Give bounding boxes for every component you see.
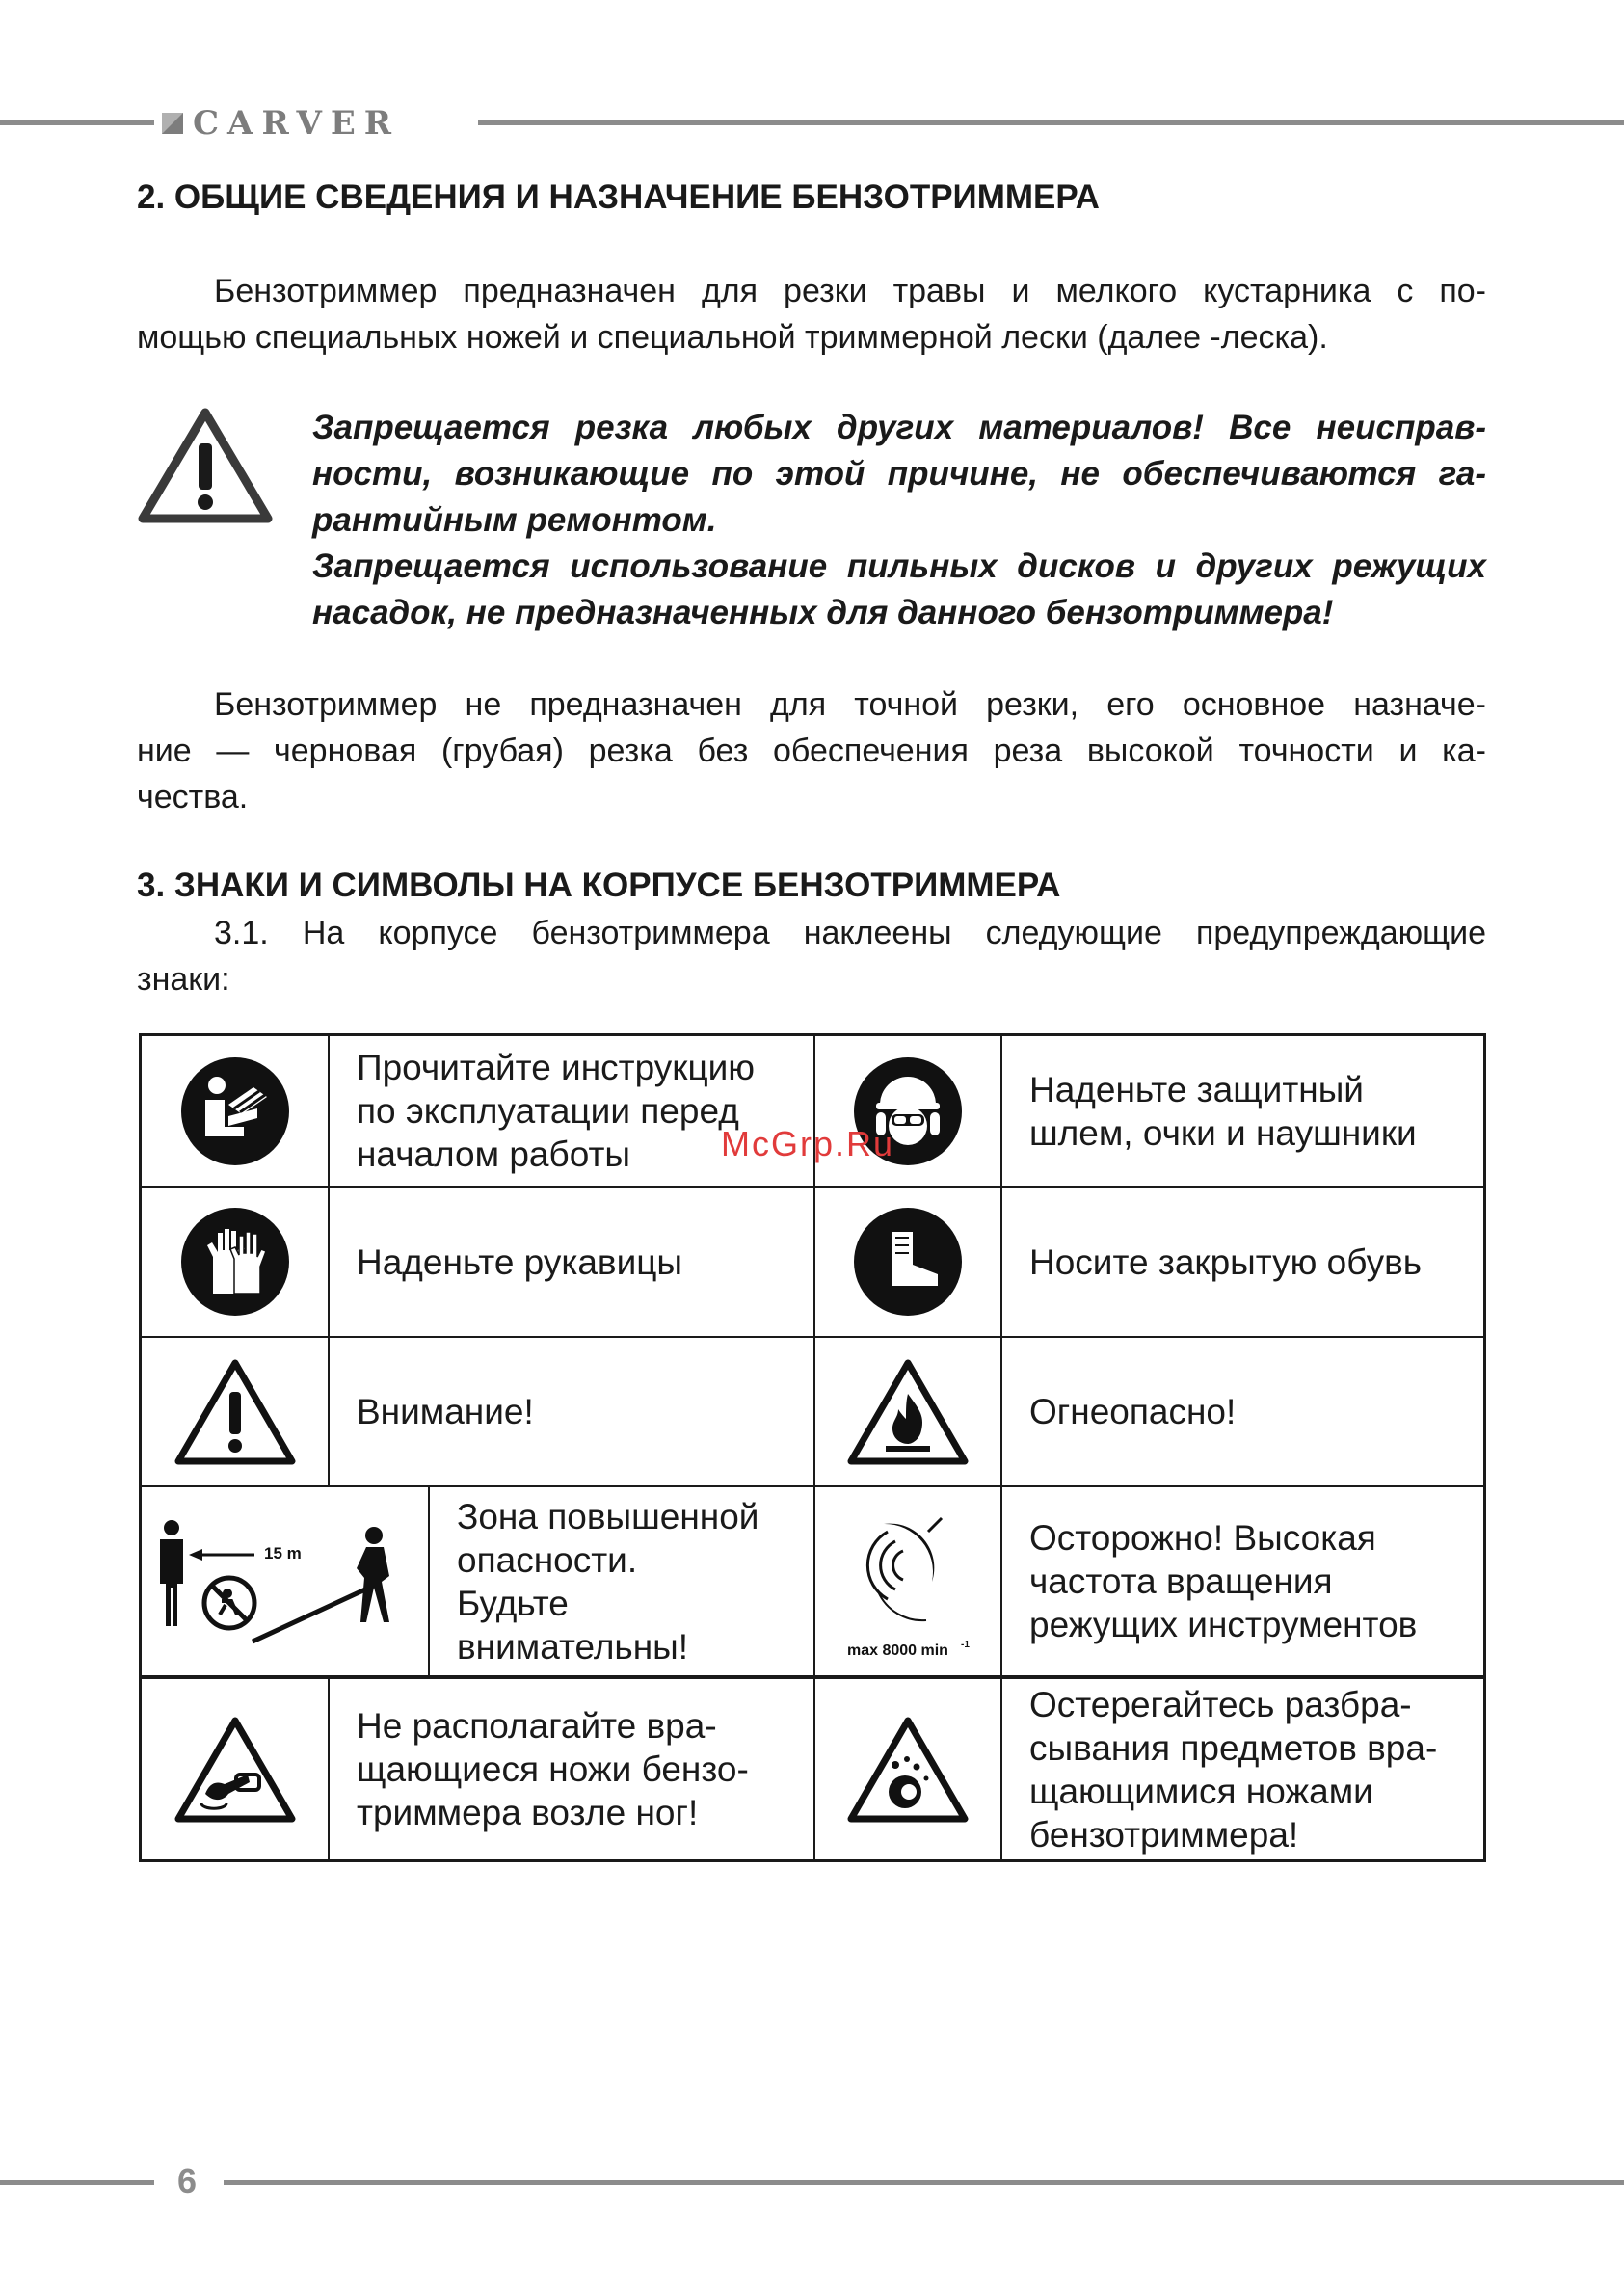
sign-label: Носите закрытую обувь	[1029, 1241, 1423, 1282]
brand-logo	[162, 106, 468, 141]
carver-logo-mark-icon	[162, 111, 183, 136]
boots-icon	[853, 1207, 963, 1317]
sign-label: Наденьте защитный шлем, очки и наушники	[1029, 1069, 1417, 1153]
header-rule-right	[478, 120, 1624, 125]
sign-gloves	[142, 1188, 328, 1336]
sign-helmet-text	[1002, 1036, 1483, 1186]
purpose-line: чества.	[137, 779, 249, 815]
sign-feet-text	[330, 1679, 813, 1859]
footer-rule-left	[0, 2180, 154, 2185]
sign-rotation-text	[1002, 1487, 1483, 1675]
section-2-purpose	[137, 681, 1486, 820]
sign-rotation	[815, 1487, 1000, 1675]
sign-gloves-text	[330, 1188, 813, 1336]
warning-line: насадок, не предназначенных для данного бензотриммера!	[312, 594, 1334, 631]
page-number: 6	[177, 2161, 198, 2201]
high-rotation-icon	[836, 1495, 980, 1669]
purpose-line: ние — черновая (грубая) резка без обеспечения реза высокой точности и ка-	[137, 733, 1486, 769]
flying-debris-icon	[845, 1715, 971, 1825]
attention-triangle-icon	[173, 1357, 298, 1467]
warning-triangle-icon	[137, 405, 274, 526]
warning-line: рантийным ремонтом.	[312, 501, 717, 539]
sign-label: Прочитайте инструкцию по эксплуатации перед началом работы	[357, 1048, 756, 1174]
sign-label: Огнеопасно!	[1029, 1392, 1237, 1431]
sign-label: Не располагайте вра- щающиеся ножи бензо- триммера возле ног!	[357, 1706, 749, 1832]
section-2-intro	[137, 268, 1486, 360]
sign-debris	[815, 1679, 1000, 1859]
sign-label: Наденьте рукавицы	[357, 1241, 683, 1282]
blade-near-feet-icon	[173, 1715, 298, 1825]
sign-label: Остерегайтесь разбра- сывания предметов вра- щающимися ножами бензотриммера!	[1029, 1684, 1438, 1855]
sign-danger-zone-text	[430, 1487, 813, 1675]
sign-danger-zone	[142, 1487, 428, 1675]
sign-attention	[142, 1338, 328, 1485]
intro-line: мощью специальных ножей и специальной триммерной лески (далее -леска).	[137, 319, 1328, 356]
header-rule-left	[0, 120, 154, 125]
brand-name: CARVER	[193, 104, 401, 143]
section-3-intro-line: 3.1. На корпусе бензотриммера наклеены следующие предупреждающие	[214, 915, 1486, 951]
distance-label: 15 m	[263, 1543, 302, 1562]
purpose-line: Бензотриммер не предназначен для точной резки, его основное назначе-	[214, 686, 1486, 723]
warning-notice	[312, 405, 1486, 636]
sign-feet	[142, 1679, 328, 1859]
sign-fire-text	[1002, 1338, 1483, 1485]
sign-label: Внимание!	[357, 1392, 534, 1431]
sign-read-manual	[142, 1036, 328, 1186]
warning-line: Запрещается использование пильных дисков и других режущих	[312, 547, 1486, 585]
section-2-title: 2. ОБЩИЕ СВЕДЕНИЯ И НАЗНАЧЕНИЕ БЕНЗОТРИММЕРА	[137, 178, 1100, 216]
footer-rule-right	[224, 2180, 1624, 2185]
max-rpm-label: max 8000 min	[847, 1642, 948, 1659]
sign-boots-text	[1002, 1188, 1483, 1336]
max-rpm-exponent: -1	[961, 1639, 970, 1650]
section-3-title: 3. ЗНАКИ И СИМВОЛЫ НА КОРПУСЕ БЕНЗОТРИММЕРА	[137, 867, 1061, 904]
warning-line: ности, возникающие по этой причине, не обеспечиваются га-	[312, 455, 1486, 493]
read-manual-icon	[180, 1056, 290, 1166]
sign-fire	[815, 1338, 1000, 1485]
warning-line: Запрещается резка любых других материалов! Все неисправ-	[312, 409, 1486, 446]
watermark: McGrp.Ru	[721, 1124, 895, 1163]
gloves-icon	[180, 1207, 290, 1317]
sign-boots	[815, 1188, 1000, 1336]
danger-zone-icon	[150, 1514, 420, 1649]
sign-label: Зона повышенной опасности. Будьте внимательны!	[457, 1496, 759, 1667]
section-3-intro-line: знаки:	[137, 961, 230, 998]
section-3-intro	[137, 910, 1486, 1002]
sign-label: Осторожно! Высокая частота вращения режущих инструментов	[1029, 1518, 1418, 1644]
intro-line: Бензотриммер предназначен для резки травы и мелкого кустарника с по-	[214, 273, 1486, 309]
flammable-icon	[845, 1357, 971, 1467]
sign-attention-text	[330, 1338, 813, 1485]
sign-debris-text	[1002, 1679, 1483, 1859]
